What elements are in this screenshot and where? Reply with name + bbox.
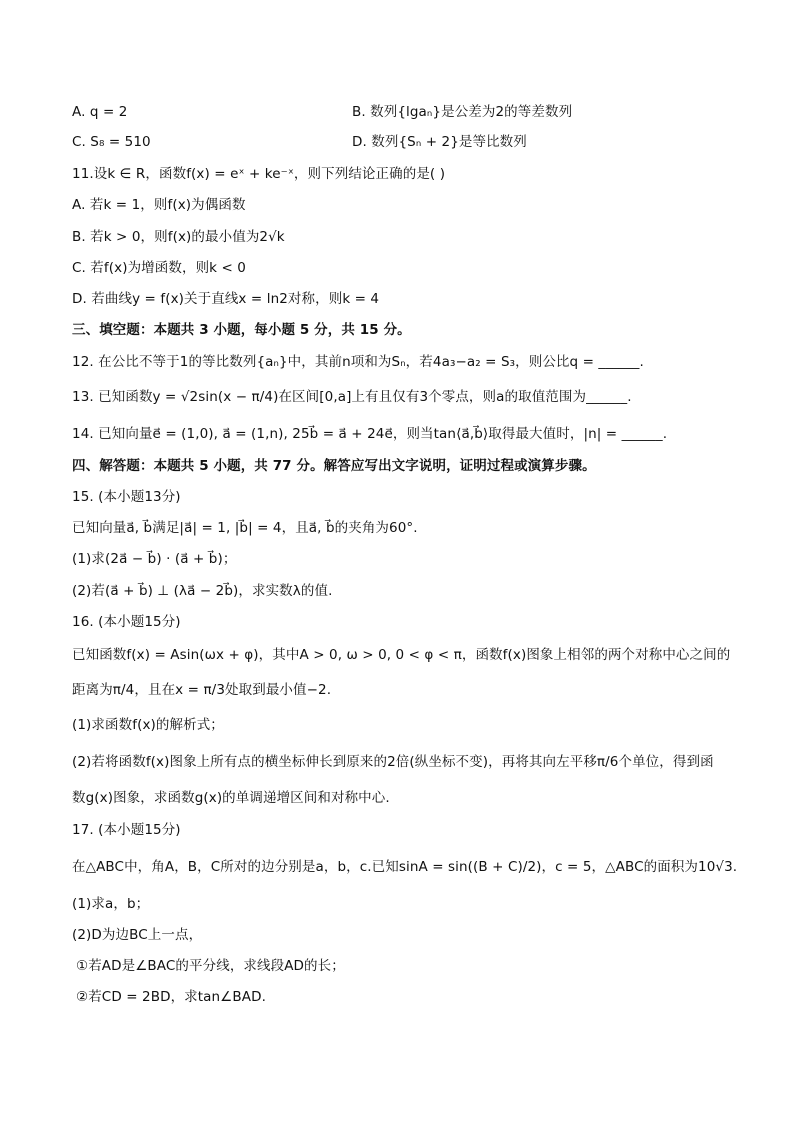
q10-option-d: D. 数列{Sₙ + 2}是等比数列 (352, 134, 527, 150)
q10-option-c: C. S₈ = 510 (72, 134, 151, 150)
q15-stem: 已知向量a⃗, b⃗满足|a⃗| = 1, |b⃗| = 4，且a⃗, b⃗的夹角为60°. (72, 520, 418, 536)
section-3-heading: 三、填空题：本题共 3 小题，每小题 5 分，共 15 分。 (72, 322, 411, 338)
q16-header: 16. (本小题15分) (72, 614, 181, 630)
q11-option-d: D. 若曲线y = f(x)关于直线x = ln2对称，则k = 4 (72, 291, 380, 307)
q11-option-b: B. 若k > 0，则f(x)的最小值为2√k (72, 229, 285, 245)
section-4-heading: 四、解答题：本题共 5 小题，共 77 分。解答应写出文字说明，证明过程或演算步骤。 (72, 458, 596, 474)
q11-stem: 11.设k ∈ R，函数f(x) = eˣ + ke⁻ˣ，则下列结论正确的是( ) (72, 166, 446, 182)
q17-sub1: ①若AD是∠BAC的平分线，求线段AD的长； (76, 958, 345, 974)
q17-header: 17. (本小题15分) (72, 822, 181, 838)
q17-sub2: ②若CD = 2BD，求tan∠BAD. (76, 989, 266, 1005)
q16-part1: (1)求函数f(x)的解析式； (72, 717, 224, 733)
q16-part2-line1: (2)若将函数f(x)图象上所有点的横坐标伸长到原来的2倍(纵坐标不变)，再将其向左平移π/6个单位，得到函 (72, 754, 714, 770)
q14-text: 14. 已知向量e⃗ = (1,0), a⃗ = (1,n), 25b⃗ = a⃗ + 24e⃗，则当tan⟨a⃗,b⃗⟩取得最大值时，|n| = ______. (72, 426, 668, 442)
q16-stem-line2: 距离为π/4，且在x = π/3处取到最小值−2. (72, 682, 332, 698)
q12-text: 12. 在公比不等于1的等比数列{aₙ}中，其前n项和为Sₙ，若4a₃−a₂ = S₃，则公比q = ______. (72, 354, 644, 370)
q10-option-b: B. 数列{lgaₙ}是公差为2的等差数列 (352, 104, 573, 120)
q11-option-c: C. 若f(x)为增函数，则k < 0 (72, 260, 246, 276)
q15-part2: (2)若(a⃗ + b⃗) ⊥ (λa⃗ − 2b⃗)，求实数λ的值. (72, 583, 333, 599)
q15-header: 15. (本小题13分) (72, 489, 181, 505)
q16-part2-line2: 数g(x)图象，求函数g(x)的单调递增区间和对称中心. (72, 790, 390, 806)
q17-part2: (2)D为边BC上一点， (72, 927, 203, 943)
q16-stem-line1: 已知函数f(x) = Asin(ωx + φ)，其中A > 0, ω > 0, 0 < φ < π，函数f(x)图象上相邻的两个对称中心之间的 (72, 647, 731, 663)
q15-part1: (1)求(2a⃗ − b⃗) · (a⃗ + b⃗)； (72, 551, 237, 567)
q11-option-a: A. 若k = 1，则f(x)为偶函数 (72, 197, 246, 213)
q13-text: 13. 已知函数y = √2sin(x − π/4)在区间[0,a]上有且仅有3个零点，则a的取值范围为______. (72, 389, 632, 405)
q17-part1: (1)求a，b； (72, 896, 150, 912)
q17-stem: 在△ABC中，角A，B，C所对的边分别是a，b，c.已知sinA = sin((B + C)/2)，c = 5，△ABC的面积为10√3. (72, 859, 738, 875)
q10-option-a: A. q = 2 (72, 104, 128, 120)
